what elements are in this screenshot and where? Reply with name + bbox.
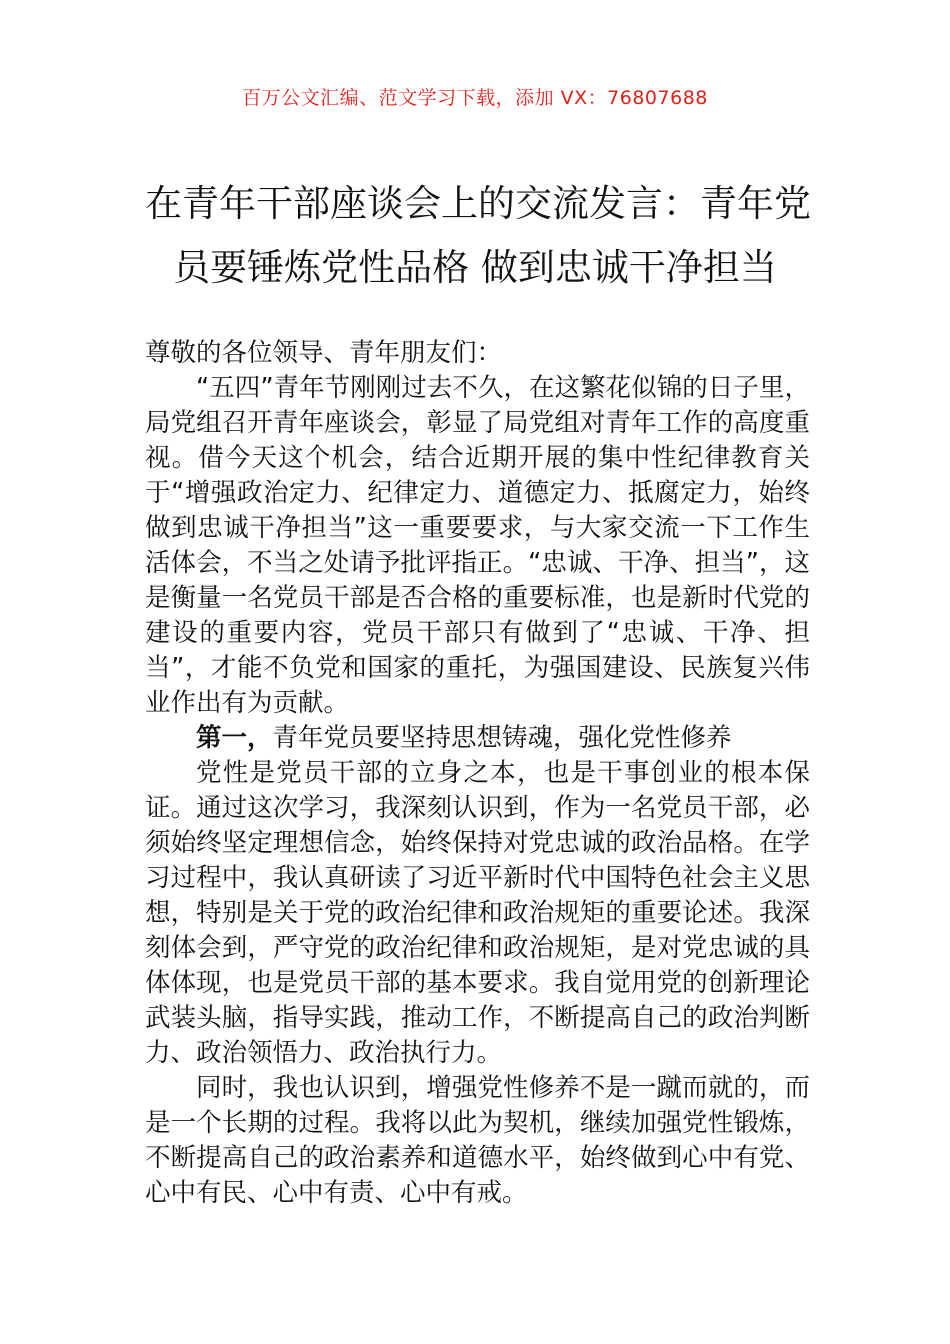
section-heading-lead: 第一， [196,723,273,753]
section-heading [145,721,810,756]
greeting: 尊敬的各位领导、青年朋友们： [145,338,503,368]
section-heading-title: 青年党员要坚持思想铸魂，强化党性修养 [272,723,732,753]
document-title [145,172,811,300]
title-line-2: 员要锤炼党性品格 做到忠诚干净担当 [173,246,777,289]
document-body [145,336,810,1211]
paragraph-party-spirit: 党性是党员干部的立身之本，也是干事创业的根本保证。通过这次学习，我深刻认识到，作为一名党员干部，必须始终坚定理想信念，始终保持对党忠诚的政治品格。在学习过程中，我认真研读了习近平新时代中国特色社会主义思想，特别是关于党的政治纪律和政治规矩的重要论述。我深刻体会到，严守党的政治纪律和政治规矩，是对党忠诚的具体体现，也是党员干部的基本要求。我自觉用党的创新理论武装头脑，指导实践，推动工作，不断提高自己的政治判断力、政治领悟力、政治执行力。 [145,758,810,1068]
title-line-1: 在青年干部座谈会上的交流发言：青年党 [145,182,811,225]
paragraph-cultivation: 同时，我也认识到，增强党性修养不是一蹴而就的，而是一个长期的过程。我将以此为契机，继续加强党性锻炼，不断提高自己的政治素养和道德水平，始终做到心中有党、心中有民、心中有责、心中有戒。 [145,1073,810,1208]
paragraph-intro: “五四”青年节刚刚过去不久，在这繁花似锦的日子里，局党组召开青年座谈会，彰显了局党组对青年工作的高度重视。借今天这个机会，结合近期开展的集中性纪律教育关于“增强政治定力、纪律定力、道德定力、抵腐定力，始终做到忠诚干净担当”这一重要要求，与大家交流一下工作生活体会，不当之处请予批评指正。“忠诚、干净、担当”，这是衡量一名党员干部是否合格的重要标准，也是新时代党的建设的重要内容，党员干部只有做到了“忠诚、干净、担当”，才能不负党和国家的重托，为强国建设、民族复兴伟业作出有为贡献。 [145,373,810,718]
header-banner: 百万公文汇编、范文学习下载，添加 VX：76807688 [242,87,708,109]
